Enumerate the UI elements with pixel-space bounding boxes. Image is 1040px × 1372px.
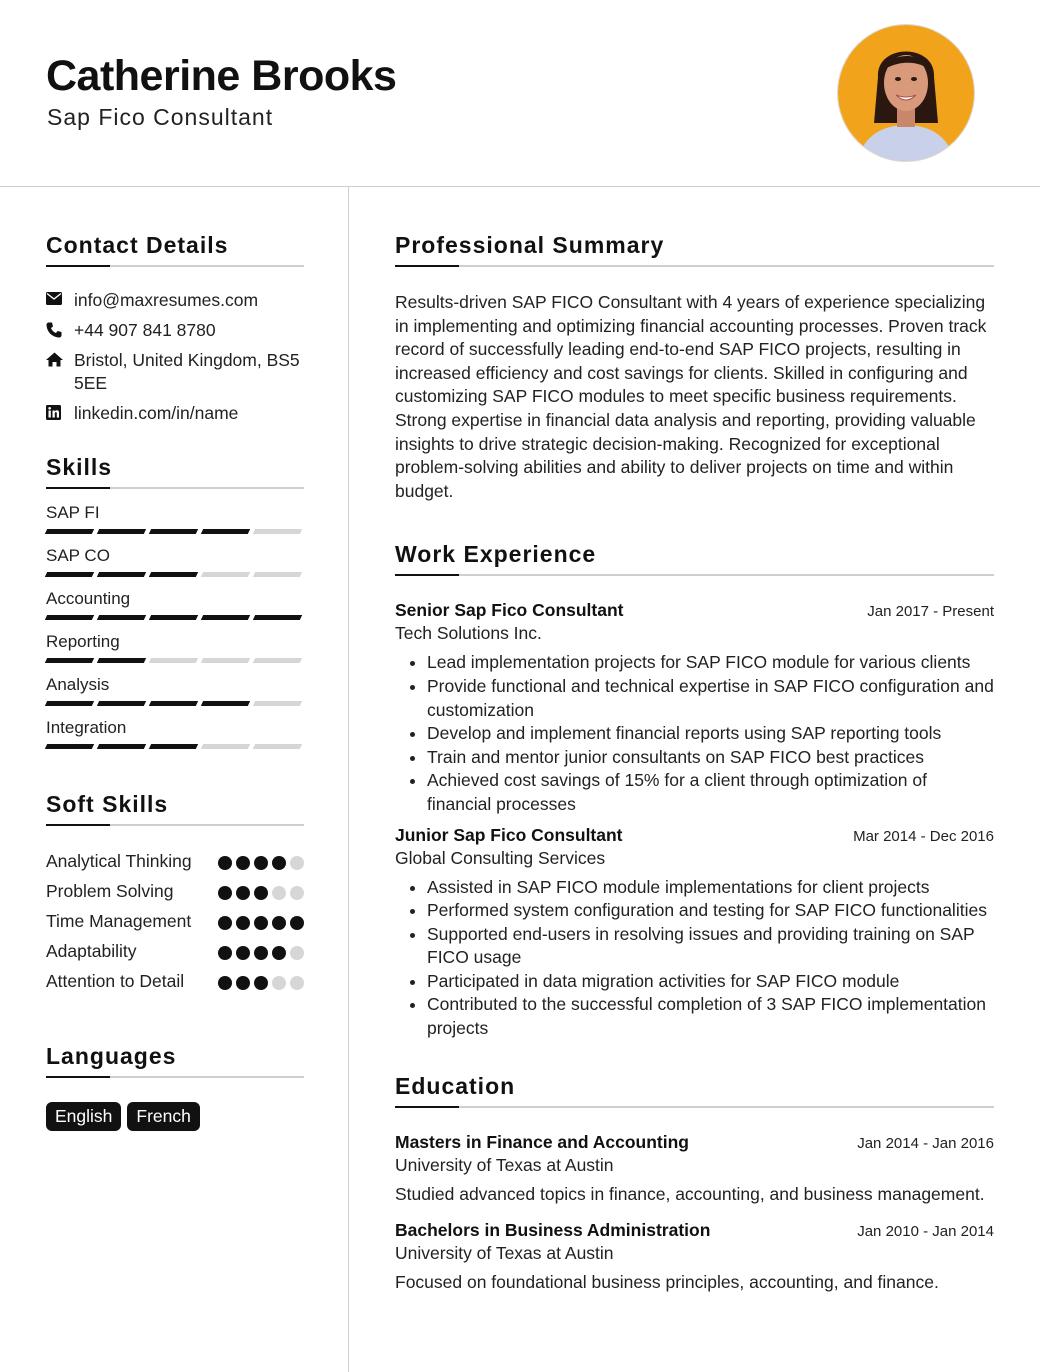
summary-text: Results-driven SAP FICO Consultant with 4 years of experience specializing in implementing and optimizing financial accounting processes. Proven track record of successfully leading end-to-end SAP FICO projects, resulting in increased efficiency and cost savings for clients. Skilled in configuring and customizing SAP FICO modules to meet specific business requirements. Strong expertise in financial data analysis and reporting, providing valuable insights to drive strategic decision-making. Recognized for exceptional problem-solving abilities and ability to deliver projects on time and within budget. bbox=[395, 292, 987, 501]
skill-level-segment bbox=[149, 572, 198, 577]
job-dates: Jan 2017 - Present bbox=[867, 603, 994, 621]
section-rule bbox=[395, 1106, 994, 1108]
education-degree: Bachelors in Business Administration bbox=[395, 1220, 711, 1241]
skill-item bbox=[46, 718, 304, 749]
contact-email[interactable] bbox=[46, 289, 304, 312]
education-school: University of Texas at Austin bbox=[395, 1243, 614, 1264]
skill-level-bar bbox=[46, 572, 304, 577]
skill-level-segment bbox=[149, 658, 198, 663]
avatar bbox=[837, 24, 975, 162]
skill-level-segment bbox=[253, 572, 302, 577]
education-description: Studied advanced topics in finance, accounting, and business management. bbox=[395, 1183, 985, 1204]
job-title: Junior Sap Fico Consultant bbox=[395, 824, 623, 845]
experience-title: Work Experience bbox=[395, 541, 597, 568]
soft-skill-rating bbox=[218, 969, 304, 990]
education-entry bbox=[395, 1220, 994, 1295]
education-header bbox=[395, 1220, 994, 1241]
rating-dot bbox=[236, 886, 250, 900]
rating-dot bbox=[272, 976, 286, 990]
job-bullet: • Develop and implement financial reports using SAP reporting tools bbox=[427, 722, 994, 746]
summary-section bbox=[395, 232, 994, 503]
contact-section bbox=[46, 232, 304, 425]
soft-skill-rating bbox=[218, 879, 304, 900]
skill-name: SAP CO bbox=[46, 546, 110, 565]
contact-phone-text: +44 907 841 8780 bbox=[74, 320, 216, 340]
skill-level-segment bbox=[97, 572, 146, 577]
rating-dot bbox=[272, 856, 286, 870]
rating-dot bbox=[236, 856, 250, 870]
education-degree: Masters in Finance and Accounting bbox=[395, 1131, 689, 1152]
education-school: University of Texas at Austin bbox=[395, 1154, 614, 1175]
job-bullets bbox=[395, 876, 994, 1041]
job-header bbox=[395, 600, 994, 621]
soft-skill-item bbox=[46, 939, 304, 963]
contact-linkedin[interactable] bbox=[46, 402, 304, 425]
skill-name: Analysis bbox=[46, 675, 110, 694]
skill-level-segment bbox=[149, 615, 198, 620]
skill-level-bar bbox=[46, 658, 304, 663]
skills-title: Skills bbox=[46, 454, 113, 480]
skill-level-segment bbox=[253, 615, 302, 620]
skill-level-segment bbox=[201, 615, 250, 620]
education-dates: Jan 2010 - Jan 2014 bbox=[857, 1223, 994, 1241]
job-bullet: • Supported end-users in resolving issues and providing training on SAP FICO usage bbox=[427, 923, 994, 970]
education-header bbox=[395, 1132, 994, 1153]
section-rule bbox=[46, 487, 304, 489]
left-column bbox=[46, 232, 304, 1131]
rating-dot bbox=[254, 886, 268, 900]
resume-header bbox=[0, 0, 1040, 187]
skill-level-segment bbox=[45, 572, 94, 577]
section-rule bbox=[46, 824, 304, 826]
rating-dot bbox=[218, 916, 232, 930]
skill-level-bar bbox=[46, 615, 304, 620]
contact-phone[interactable] bbox=[46, 319, 304, 342]
skill-level-segment bbox=[45, 658, 94, 663]
skill-level-segment bbox=[201, 529, 250, 534]
skill-level-segment bbox=[45, 529, 94, 534]
education-section bbox=[395, 1073, 994, 1295]
rating-dot bbox=[218, 886, 232, 900]
column-divider bbox=[348, 187, 349, 1372]
job-company: Tech Solutions Inc. bbox=[395, 623, 542, 644]
skill-level-segment bbox=[201, 572, 250, 577]
rating-dot bbox=[290, 946, 304, 960]
rating-dot bbox=[218, 856, 232, 870]
soft-skill-name: Problem Solving bbox=[46, 881, 174, 901]
skill-level-segment bbox=[149, 744, 198, 749]
job-bullets bbox=[395, 651, 994, 816]
skill-name: Integration bbox=[46, 718, 127, 737]
rating-dot bbox=[272, 916, 286, 930]
skill-name: Accounting bbox=[46, 589, 131, 608]
contact-address bbox=[46, 349, 304, 395]
rating-dot bbox=[254, 976, 268, 990]
job-bullet: • Assisted in SAP FICO module implementations for client projects bbox=[427, 876, 994, 900]
skill-level-segment bbox=[253, 744, 302, 749]
soft-skill-name: Analytical Thinking bbox=[46, 851, 192, 871]
rating-dot bbox=[254, 856, 268, 870]
job-bullet: • Provide functional and technical expertise in SAP FICO configuration and customization bbox=[427, 675, 994, 722]
skill-level-bar bbox=[46, 701, 304, 706]
skill-item bbox=[46, 675, 304, 706]
contact-email-text: info@maxresumes.com bbox=[74, 290, 259, 310]
skill-level-segment bbox=[253, 529, 302, 534]
education-entry bbox=[395, 1132, 994, 1207]
skill-level-segment bbox=[97, 529, 146, 534]
soft-skill-name: Adaptability bbox=[46, 941, 137, 961]
section-rule bbox=[395, 265, 994, 267]
skill-level-segment bbox=[201, 701, 250, 706]
job-bullet: • Train and mentor junior consultants on SAP FICO best practices bbox=[427, 746, 994, 770]
job-entry bbox=[395, 825, 994, 1041]
job-bullet: • Achieved cost savings of 15% for a client through optimization of financial processes bbox=[427, 769, 994, 816]
rating-dot bbox=[254, 916, 268, 930]
rating-dot bbox=[290, 976, 304, 990]
skill-item bbox=[46, 589, 304, 620]
rating-dot bbox=[290, 886, 304, 900]
skill-level-segment bbox=[253, 658, 302, 663]
job-title: Sap Fico Consultant bbox=[47, 104, 274, 130]
skill-level-segment bbox=[149, 701, 198, 706]
skill-level-bar bbox=[46, 529, 304, 534]
skill-level-segment bbox=[201, 744, 250, 749]
linkedin-icon bbox=[46, 402, 74, 420]
language-badge: French bbox=[127, 1102, 199, 1131]
skill-item bbox=[46, 632, 304, 663]
soft-skill-item bbox=[46, 909, 304, 933]
rating-dot bbox=[254, 946, 268, 960]
soft-skill-rating bbox=[218, 939, 304, 960]
skill-name: Reporting bbox=[46, 632, 120, 651]
skill-level-segment bbox=[253, 701, 302, 706]
education-title: Education bbox=[395, 1072, 516, 1099]
soft-skill-rating bbox=[218, 909, 304, 930]
education-description: Focused on foundational business principles, accounting, and finance. bbox=[395, 1272, 939, 1293]
languages-section bbox=[46, 1043, 304, 1131]
contact-title: Contact Details bbox=[46, 232, 229, 258]
skill-level-segment bbox=[97, 701, 146, 706]
job-entry bbox=[395, 600, 994, 816]
soft-skill-name: Time Management bbox=[46, 911, 192, 931]
section-rule bbox=[46, 1076, 304, 1078]
rating-dot bbox=[218, 976, 232, 990]
language-badge: English bbox=[46, 1102, 121, 1131]
phone-icon bbox=[46, 319, 74, 338]
summary-title: Professional Summary bbox=[395, 232, 665, 258]
skill-level-segment bbox=[201, 658, 250, 663]
section-rule bbox=[46, 265, 304, 267]
rating-dot bbox=[290, 916, 304, 930]
rating-dot bbox=[236, 916, 250, 930]
skill-level-segment bbox=[45, 615, 94, 620]
soft-skill-item bbox=[46, 849, 304, 873]
job-company: Global Consulting Services bbox=[395, 847, 606, 868]
right-column bbox=[395, 232, 994, 1295]
skill-level-segment bbox=[45, 701, 94, 706]
education-dates: Jan 2014 - Jan 2016 bbox=[857, 1134, 994, 1152]
rating-dot bbox=[272, 886, 286, 900]
soft-skill-rating bbox=[218, 849, 304, 870]
soft-skill-name: Attention to Detail bbox=[46, 971, 185, 991]
languages-title: Languages bbox=[46, 1043, 177, 1069]
envelope-icon bbox=[46, 289, 74, 305]
soft-skills-section bbox=[46, 791, 304, 993]
skill-name: SAP FI bbox=[46, 503, 100, 522]
job-dates: Mar 2014 - Dec 2016 bbox=[853, 827, 994, 845]
job-bullet: • Performed system configuration and testing for SAP FICO functionalities bbox=[427, 899, 994, 923]
skill-level-segment bbox=[97, 658, 146, 663]
experience-section bbox=[395, 541, 994, 1040]
job-bullet: • Lead implementation projects for SAP FICO module for various clients bbox=[427, 651, 994, 675]
rating-dot bbox=[218, 946, 232, 960]
skill-level-segment bbox=[97, 615, 146, 620]
soft-skill-item bbox=[46, 969, 304, 993]
contact-address-text: Bristol, United Kingdom, BS5 5EE bbox=[74, 350, 300, 393]
skill-level-segment bbox=[45, 744, 94, 749]
rating-dot bbox=[272, 946, 286, 960]
rating-dot bbox=[236, 946, 250, 960]
home-icon bbox=[46, 349, 74, 367]
rating-dot bbox=[236, 976, 250, 990]
rating-dot bbox=[290, 856, 304, 870]
contact-linkedin-text: linkedin.com/in/name bbox=[74, 403, 239, 423]
skill-level-segment bbox=[149, 529, 198, 534]
skill-item bbox=[46, 546, 304, 577]
section-rule bbox=[395, 574, 994, 576]
soft-skills-title: Soft Skills bbox=[46, 791, 169, 817]
job-bullet: • Contributed to the successful completion of 3 SAP FICO implementation projects bbox=[427, 993, 994, 1040]
skill-level-segment bbox=[97, 744, 146, 749]
skill-item bbox=[46, 503, 304, 534]
candidate-name: Catherine Brooks bbox=[46, 52, 397, 100]
job-header bbox=[395, 825, 994, 846]
skill-level-bar bbox=[46, 744, 304, 749]
soft-skill-item bbox=[46, 879, 304, 903]
job-title: Senior Sap Fico Consultant bbox=[395, 600, 624, 621]
skills-section bbox=[46, 454, 304, 749]
job-bullet: • Participated in data migration activities for SAP FICO module bbox=[427, 970, 994, 994]
